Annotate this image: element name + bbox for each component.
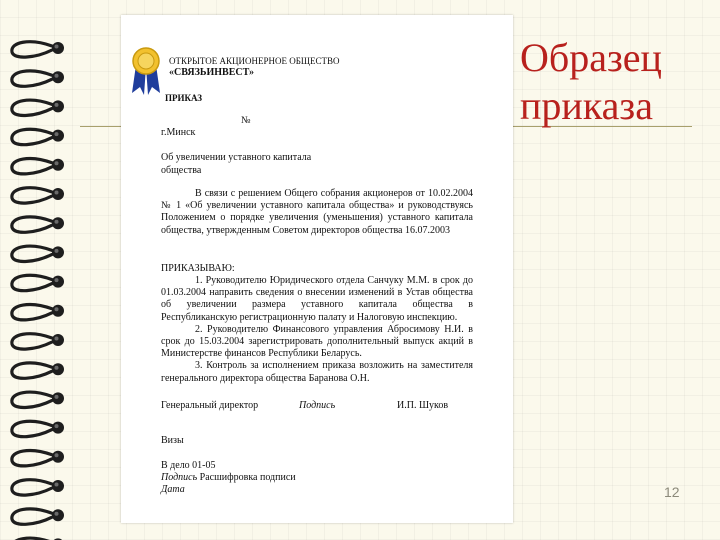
binding-hole-10 bbox=[55, 161, 59, 165]
spiral-ring-8 bbox=[12, 246, 52, 261]
binding-hole-23 bbox=[52, 363, 64, 375]
document-type: ПРИКАЗ bbox=[165, 93, 203, 103]
binding-hole-18 bbox=[55, 278, 59, 282]
binding-hole-31 bbox=[52, 480, 64, 492]
binding-hole-26 bbox=[55, 395, 59, 399]
signer-name: И.П. Шуков bbox=[397, 400, 449, 411]
spiral-ring-1 bbox=[12, 42, 52, 57]
spiral-ring-13 bbox=[12, 392, 52, 407]
binding-hole-1 bbox=[52, 42, 64, 54]
binding-hole-5 bbox=[52, 100, 64, 112]
spiral-ring-6 bbox=[12, 188, 52, 203]
binding-hole-3 bbox=[52, 71, 64, 83]
order-item-2: 2. Руководителю Финансового управления Абросимову Н.И. в срок до 15.03.2004 зарегистрировать дополнительный выпуск акций в Министерстве финансов Республики Беларусь. bbox=[161, 323, 473, 360]
date-label: Дата bbox=[161, 484, 185, 495]
order-items bbox=[161, 275, 473, 385]
binding-hole-11 bbox=[52, 188, 64, 200]
preamble bbox=[161, 188, 473, 237]
binding-hole-6 bbox=[55, 103, 59, 107]
binding-hole-9 bbox=[52, 159, 64, 171]
binding-hole-29 bbox=[52, 451, 64, 463]
order-number-label: № bbox=[241, 115, 251, 126]
binding-hole-34 bbox=[55, 512, 59, 516]
company-ribbon-logo-icon bbox=[128, 43, 164, 95]
spiral-ring-17 bbox=[12, 509, 52, 524]
binding-hole-22 bbox=[55, 337, 59, 341]
binding-hole-12 bbox=[55, 191, 59, 195]
slide-title-line-2: приказа bbox=[520, 83, 653, 128]
order-document bbox=[121, 15, 513, 523]
binding-hole-28 bbox=[55, 424, 59, 428]
spiral-ring-9 bbox=[12, 275, 52, 290]
spiral-ring-2 bbox=[12, 71, 52, 86]
file-reference: В дело 01-05 bbox=[161, 460, 216, 471]
binding-hole-4 bbox=[55, 74, 59, 78]
signature-decode-rest: Расшифровка подписи bbox=[197, 472, 296, 483]
spiral-ring-12 bbox=[12, 363, 52, 378]
spiral-ring-15 bbox=[12, 451, 52, 466]
subject-line-2: общества bbox=[161, 165, 202, 176]
binding-hole-19 bbox=[52, 305, 64, 317]
spiral-ring-11 bbox=[12, 334, 52, 349]
preamble-text: В связи с решением Общего собрания акционеров от 10.02.2004 № 1 «Об увеличении уставного капитала общества» и руководствуясь Положением о порядке увеличения (уменьшения) уставного капитала общества, утвержденным Советом директоров общества 16.07.2003 bbox=[161, 188, 473, 236]
signature-decode-italic: Подпись bbox=[161, 472, 198, 483]
slide-number: 12 bbox=[664, 484, 680, 500]
binding-hole-20 bbox=[55, 307, 59, 311]
order-item-3: 3. Контроль за исполнением приказа возложить на заместителя генерального директора общества Баранова О.Н. bbox=[161, 360, 473, 384]
spiral-ring-5 bbox=[12, 159, 52, 174]
binding-hole-25 bbox=[52, 392, 64, 404]
signature-placeholder: Подпись bbox=[299, 400, 336, 411]
signature-row bbox=[161, 400, 473, 414]
spiral-ring-7 bbox=[12, 217, 52, 232]
spiral-ring-10 bbox=[12, 305, 52, 320]
organization-name: «СВЯЗЬИНВЕСТ» bbox=[169, 67, 255, 78]
orders-heading: ПРИКАЗЫВАЮ: bbox=[161, 263, 235, 274]
binding-hole-2 bbox=[55, 45, 59, 49]
order-item-1: 1. Руководителю Юридического отдела Санчуку М.М. в срок до 01.03.2004 направить сведения о внесении изменений в Устав общества об увеличении размера уставного капитала общества в Республиканскую регистрационную палату и Налоговую инспекцию. bbox=[161, 275, 473, 323]
city: г.Минск bbox=[161, 127, 196, 138]
subject-line-1: Об увеличении уставного капитала bbox=[161, 152, 312, 163]
binding-hole-33 bbox=[52, 509, 64, 521]
spiral-ring-16 bbox=[12, 480, 52, 495]
binding-hole-32 bbox=[55, 483, 59, 487]
slide-title bbox=[520, 34, 700, 130]
binding-hole-13 bbox=[52, 217, 64, 229]
binding-hole-17 bbox=[52, 276, 64, 288]
spiral-ring-3 bbox=[12, 100, 52, 115]
binding-hole-7 bbox=[52, 130, 64, 142]
slide-title-line-1: Образец bbox=[520, 35, 662, 80]
binding-hole-14 bbox=[55, 220, 59, 224]
binding-hole-21 bbox=[52, 334, 64, 346]
signer-position: Генеральный директор bbox=[161, 400, 259, 411]
binding-hole-24 bbox=[55, 366, 59, 370]
signature-decode bbox=[161, 472, 296, 484]
binding-hole-27 bbox=[52, 422, 64, 434]
spiral-ring-4 bbox=[12, 129, 52, 144]
organization-type: ОТКРЫТОЕ АКЦИОНЕРНОЕ ОБЩЕСТВО bbox=[169, 56, 340, 66]
visas-label: Визы bbox=[161, 435, 184, 446]
spiral-ring-14 bbox=[12, 421, 52, 436]
binding-hole-16 bbox=[55, 249, 59, 253]
binding-hole-8 bbox=[55, 132, 59, 136]
binding-hole-30 bbox=[55, 453, 59, 457]
binding-hole-15 bbox=[52, 246, 64, 258]
spiral-binding bbox=[0, 0, 82, 540]
